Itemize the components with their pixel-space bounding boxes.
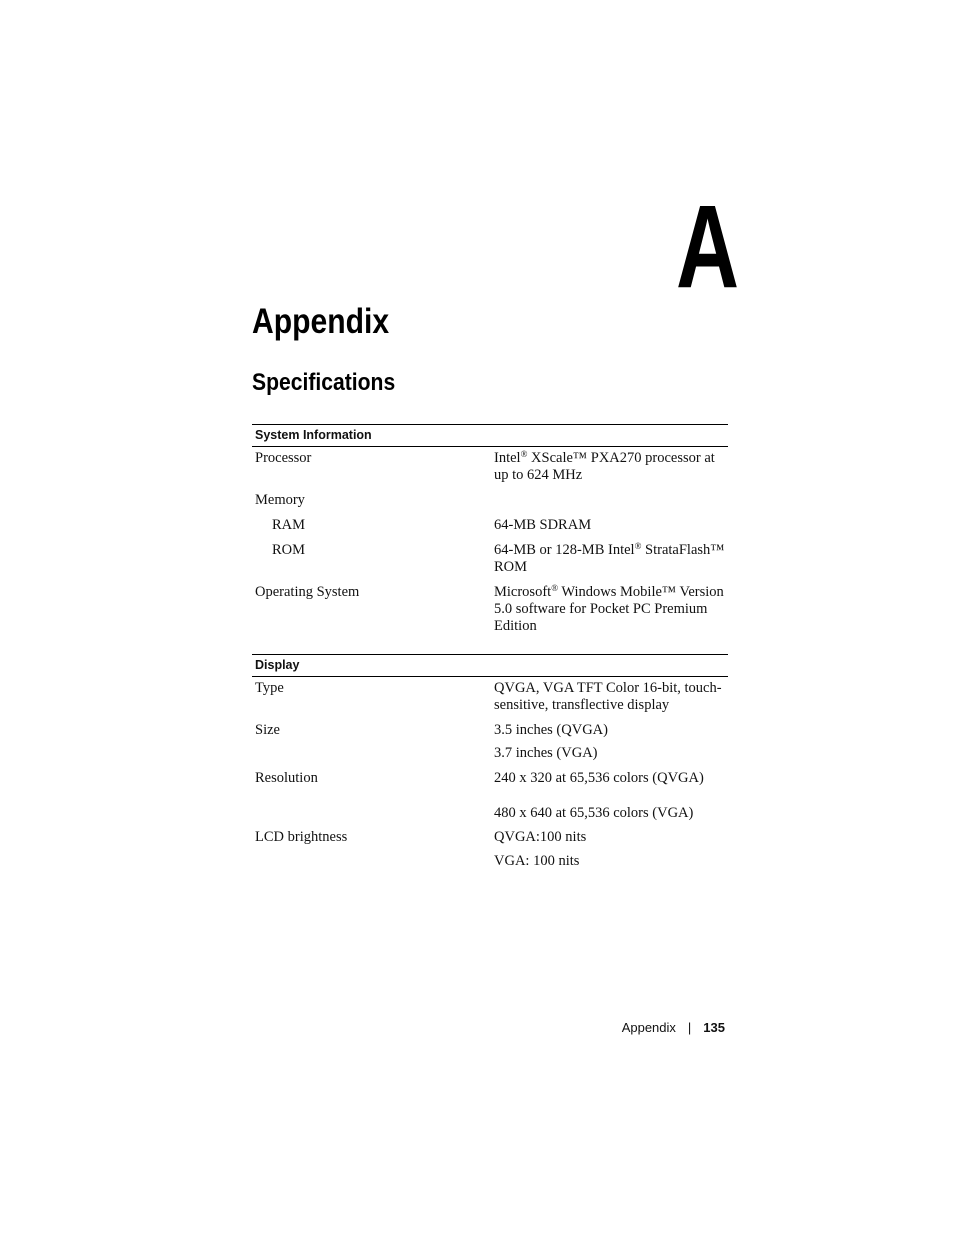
rom-value-text: 64-MB or 128-MB Intel: [494, 542, 635, 558]
footer-separator: |: [687, 1020, 692, 1035]
page-footer: [622, 1020, 725, 1035]
display-header: Display: [252, 654, 728, 677]
display-table: [252, 654, 728, 870]
type-row: [252, 680, 728, 714]
size-row: [252, 722, 728, 762]
size-value-vga: 3.7 inches (VGA): [494, 745, 598, 761]
memory-row: [252, 492, 728, 509]
type-value: QVGA, VGA TFT Color 16-bit, touch-sensitive, transflective display: [494, 680, 722, 713]
registered-mark: ®: [551, 583, 559, 593]
processor-value: [494, 450, 728, 484]
brightness-value-vga: VGA: 100 nits: [494, 853, 580, 869]
resolution-value-vga: 480 x 640 at 65,536 colors (VGA): [494, 805, 694, 821]
page-title: Appendix: [252, 302, 390, 341]
ram-label: RAM: [272, 517, 306, 533]
type-label: Type: [255, 680, 284, 696]
size-value-qvga: 3.5 inches (QVGA): [494, 722, 608, 738]
registered-mark: ®: [520, 449, 528, 459]
resolution-label: Resolution: [255, 770, 318, 786]
section-title: Specifications: [252, 369, 396, 396]
rom-label: ROM: [272, 542, 306, 558]
processor-label: Processor: [255, 450, 312, 466]
ram-value: 64-MB SDRAM: [494, 517, 592, 533]
page-number: 135: [703, 1020, 725, 1035]
footer-section: Appendix: [621, 1020, 676, 1035]
size-label: Size: [255, 722, 280, 738]
os-value: [494, 584, 728, 635]
os-label: Operating System: [255, 584, 360, 600]
rom-value: [494, 542, 728, 576]
processor-value-text: Intel: [494, 450, 521, 466]
rom-value-text-2: StrataFlash™ ROM: [494, 542, 725, 575]
rom-row: [252, 542, 728, 576]
resolution-row: [252, 770, 728, 822]
system-information-table: [252, 424, 728, 635]
chapter-letter: A: [676, 181, 740, 313]
resolution-value: [494, 770, 728, 822]
ram-row: [252, 517, 728, 534]
brightness-value-qvga: QVGA:100 nits: [494, 829, 587, 845]
os-row: [252, 584, 728, 635]
registered-mark: ®: [634, 541, 642, 551]
brightness-value: [494, 829, 728, 870]
os-value-text: Microsoft: [494, 584, 552, 600]
size-value: [494, 722, 728, 762]
processor-value-text-2: XScale™ PXA270 processor at up to 624 MHz: [494, 450, 715, 483]
processor-row: [252, 450, 728, 484]
brightness-row: [252, 829, 728, 870]
resolution-value-qvga: 240 x 320 at 65,536 colors (QVGA): [494, 770, 704, 786]
system-information-header: System Information: [252, 424, 728, 447]
brightness-label: LCD brightness: [255, 829, 348, 845]
os-value-text-2: Windows Mobile™ Version 5.0 software for Pocket PC Premium Edition: [494, 584, 724, 634]
memory-label: Memory: [255, 492, 305, 508]
